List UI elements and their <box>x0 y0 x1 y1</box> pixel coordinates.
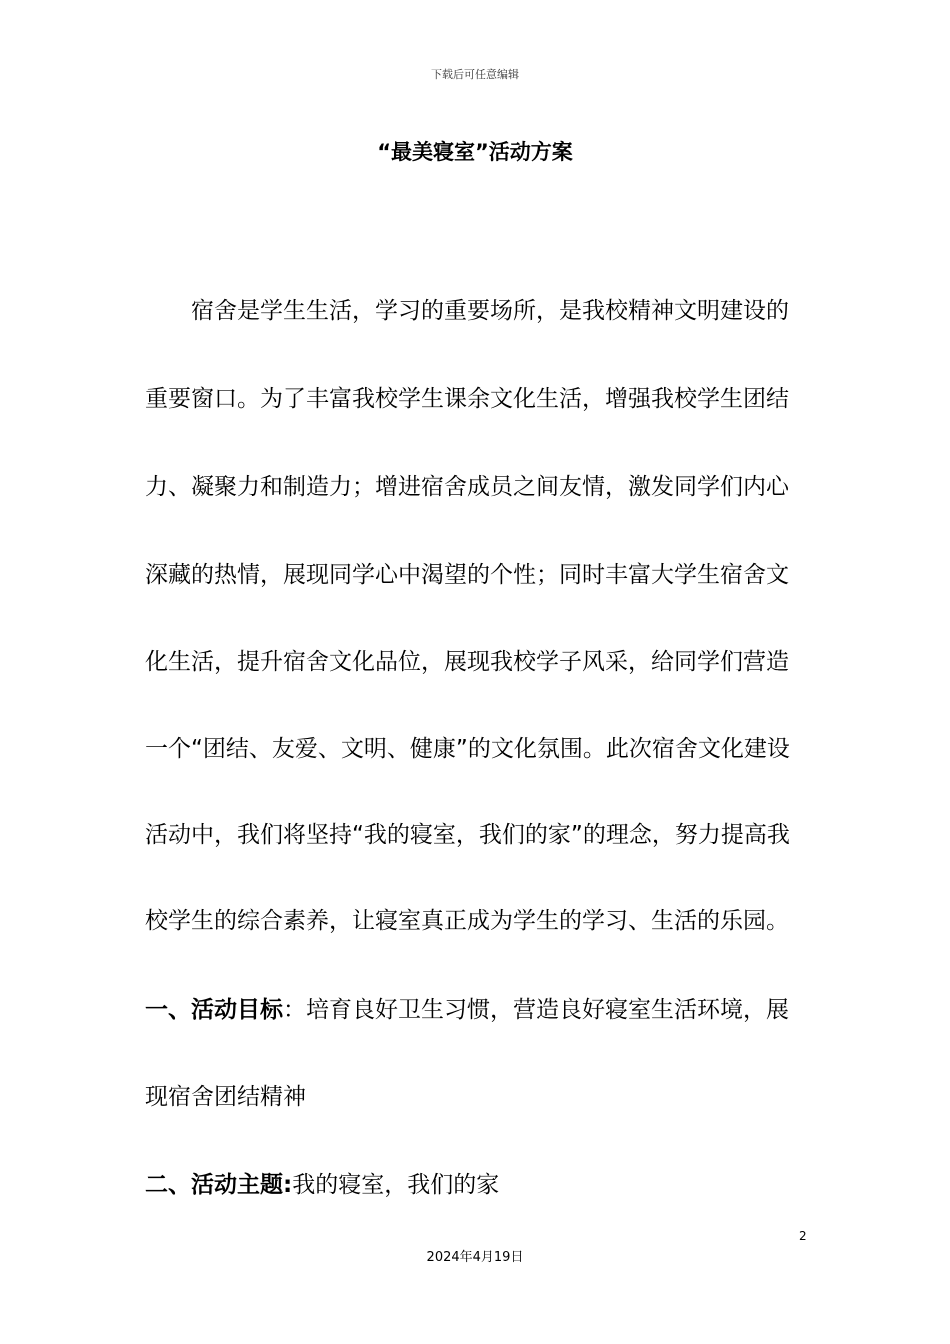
intro-line-5: 化生活，提升宿舍文化品位，展现我校学子风采，给同学们营造 <box>145 649 789 675</box>
intro-line-4: 深藏的热情，展现同学心中渴望的个性；同时丰富大学生宿舍文 <box>145 562 789 588</box>
section-goals-text: ：培育良好卫生习惯，营造良好寝室生活环境，展 <box>283 997 789 1023</box>
section-theme-label: 二、活动主题: <box>145 1172 293 1198</box>
intro-line-8: 校学生的综合素养，让寝室真正成为学生的学习、生活的乐园。 <box>145 908 789 934</box>
section-goals-label: 一、活动目标 <box>145 997 283 1023</box>
intro-line-6: 一个“团结、友爱、文明、健康”的文化氛围。此次宿舍文化建设 <box>145 736 790 762</box>
intro-line-2: 重要窗口。为了丰富我校学生课余文化生活，增强我校学生团结 <box>145 386 789 412</box>
section-goals-line-1 <box>145 988 789 1032</box>
page-number: 2 <box>799 1229 807 1243</box>
intro-line-1: 宿舍是学生生活，学习的重要场所，是我校精神文明建设的 <box>145 298 789 324</box>
footer-date: 2024年4月19日 <box>426 1250 524 1265</box>
section-theme-text: 我的寝室，我们的家 <box>292 1172 500 1198</box>
intro-line-3: 力、凝聚力和制造力；增进宿舍成员之间友情，激发同学们内心 <box>145 474 789 500</box>
header-note: 下载后可任意编辑 <box>431 68 519 81</box>
section-goals-line-2: 现宿舍团结精神 <box>145 1084 306 1110</box>
intro-line-7: 活动中，我们将坚持“我的寝室，我们的家”的理念，努力提高我 <box>145 822 790 848</box>
section-theme-line <box>145 1163 499 1207</box>
document-title: “最美寝室”活动方案 <box>377 140 573 164</box>
